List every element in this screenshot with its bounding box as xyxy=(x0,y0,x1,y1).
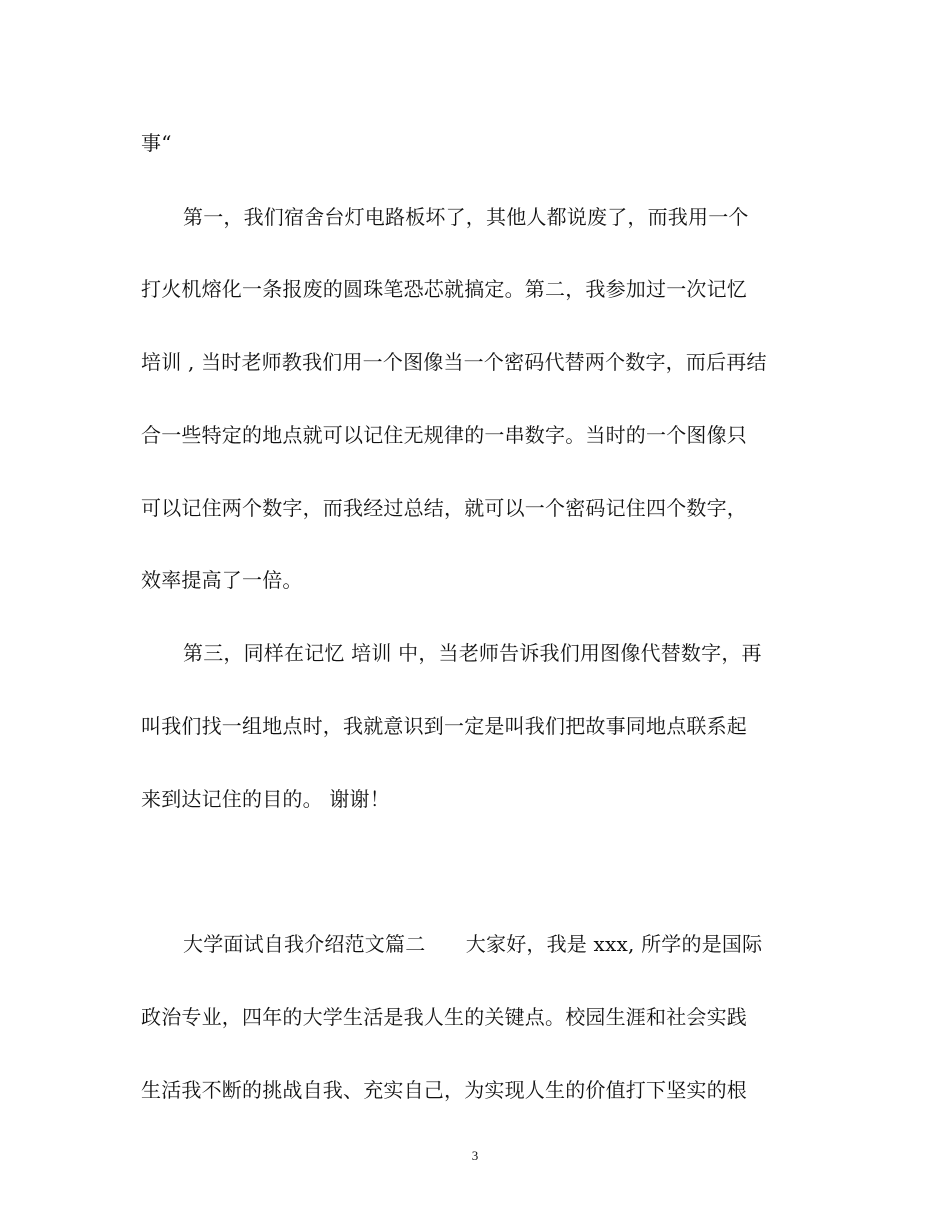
text-line: 效率提高了一倍。 xyxy=(141,568,303,592)
text-line: 政治专业，四年的大学生活是我人生的关键点。校园生涯和社会实践 xyxy=(141,1005,747,1029)
text-line: 可以记住两个数字，而我经过总结，就可以一个密码记住四个数字， xyxy=(141,496,747,520)
text-line: 第一，我们宿舍台灯电路板坏了，其他人都说废了，而我用一个 xyxy=(183,205,749,229)
text-line: 来到达记住的目的。 谢谢！ xyxy=(141,787,390,811)
text-line: 生活我不断的挑战自我、充实自己，为实现人生的价值打下坚实的根 xyxy=(141,1078,747,1102)
page-number: 3 xyxy=(471,1148,479,1163)
text-line: 叫我们找一组地点时，我就意识到一定是叫我们把故事同地点联系起 xyxy=(141,714,747,738)
text-line: 培训 , 当时老师教我们用一个图像当一个密码代替两个数字，而后再结 xyxy=(141,350,767,374)
text-line: 大学面试自我介绍范文篇二 大家好，我是 xxx, 所学的是国际 xyxy=(183,932,763,956)
text-line: 第三，同样在记忆 培训 中，当老师告诉我们用图像代替数字，再 xyxy=(183,641,762,665)
text-line: 打火机熔化一条报废的圆珠笔恐芯就搞定。第二，我参加过一次记忆 xyxy=(141,277,747,301)
text-line: 事“ xyxy=(141,131,172,155)
text-line: 合一些特定的地点就可以记住无规律的一串数字。当时的一个图像只 xyxy=(141,423,747,447)
